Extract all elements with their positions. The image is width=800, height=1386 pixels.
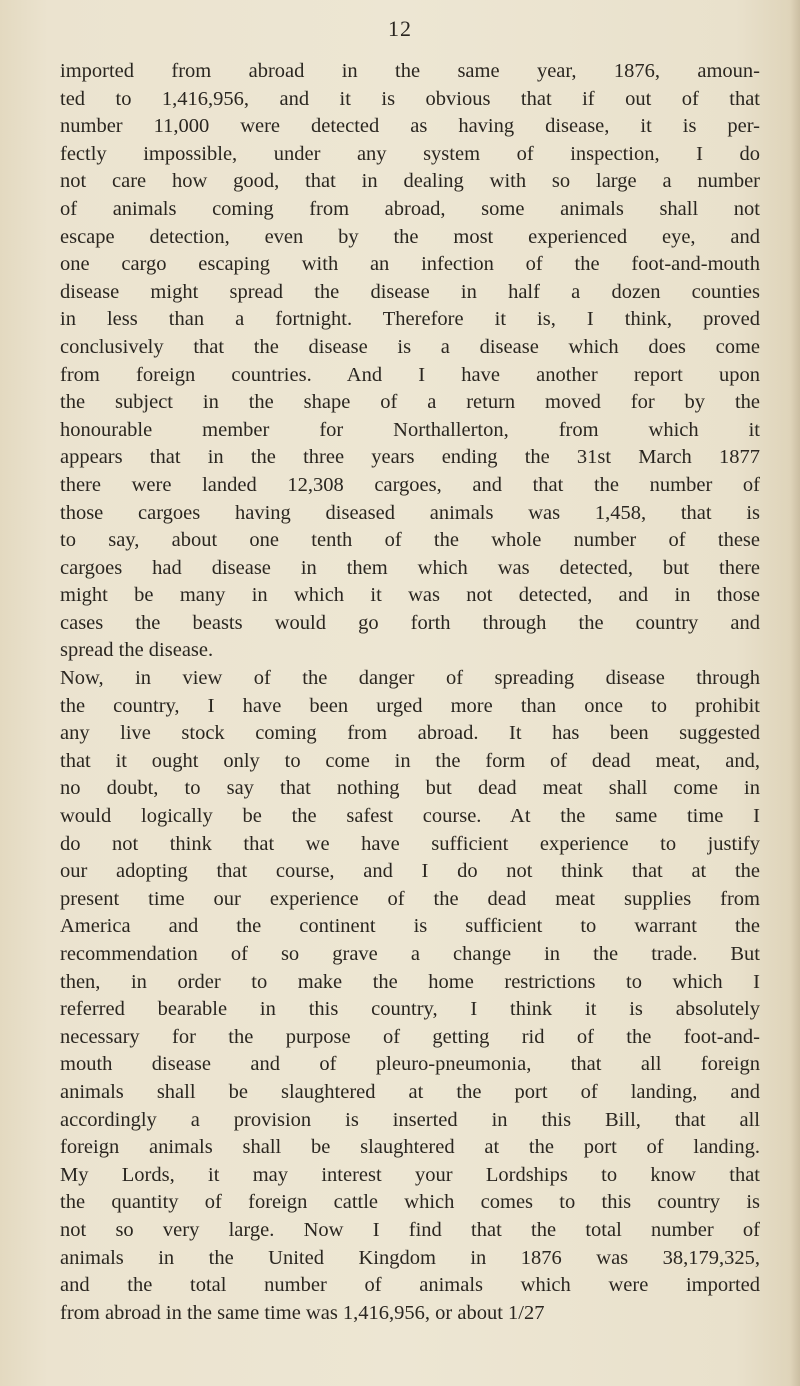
text-line: the country, I have been urged more than once to prohibit [60,694,760,717]
text-line: appears that in the three years ending the 31st March 1877 [60,446,760,469]
text-line: the subject in the shape of a return moved for by the [60,391,760,414]
text-line: spread the disease. [60,639,214,662]
text-line: in less than a fortnight. Therefore it is, I think, proved [60,308,760,331]
text-line: foreign animals shall be slaughtered at the port of landing. [60,1136,760,1159]
text-line: those cargoes having diseased animals was 1,458, that is [60,501,760,524]
text-line: then, in order to make the home restrictions to which I [60,970,760,993]
text-line: ted to 1,416,956, and it is obvious that if out of that [60,87,760,110]
text-line: no doubt, to say that nothing but dead meat shall come in [60,777,760,800]
text-line: not care how good, that in dealing with so large a number [60,170,760,193]
page-number: 12 [388,16,412,41]
text-line: escape detection, even by the most experienced eye, and [60,225,760,248]
text-line: do not think that we have sufficient experience to justify [60,832,760,855]
text-line: conclusively that the disease is a disease which does come [60,335,760,358]
text-line: not so very large. Now I find that the total number of [60,1218,760,1241]
text-line: cargoes had disease in them which was detected, but there [60,556,760,579]
text-line: the quantity of foreign cattle which comes to this country is [60,1191,760,1214]
text-line: necessary for the purpose of getting rid of the foot-and- [60,1025,760,1048]
text-line: and the total number of animals which were imported [60,1274,760,1297]
text-line: from abroad in the same time was 1,416,956, or about 1/27 [60,1301,545,1324]
text-line: animals shall be slaughtered at the port of landing, and [60,1080,760,1103]
text-line: that it ought only to come in the form of dead meat, and, [60,749,760,772]
text-line: imported from abroad in the same year, 1876, amoun- [60,60,760,82]
text-line: fectly impossible, under any system of inspection, I do [60,142,760,165]
text-line: animals in the United Kingdom in 1876 was 38,179,325, [60,1246,760,1269]
text-line: would logically be the safest course. At the same time I [60,805,760,828]
text-line: there were landed 12,308 cargoes, and that the number of [60,473,760,496]
text-line: mouth disease and of pleuro-pneumonia, that all foreign [60,1053,760,1076]
text-line: present time our experience of the dead meat supplies from [60,887,760,910]
text-line: number 11,000 were detected as having disease, it is per- [60,115,760,138]
text-line: referred bearable in this country, I think it is absolutely [60,998,760,1021]
text-line: any live stock coming from abroad. It has been suggested [60,722,760,745]
text-line: Now, in view of the danger of spreading disease through [60,667,760,690]
text-line: our adopting that course, and I do not think that at the [60,860,760,883]
page-edge-shadow [790,0,800,1386]
body-text [60,58,760,1327]
text-line: of animals coming from abroad, some animals shall not [60,197,760,220]
text-line: disease might spread the disease in half a dozen counties [60,280,760,303]
text-line: accordingly a provision is inserted in this Bill, that all [60,1108,760,1131]
text-line: from foreign countries. And I have another report upon [60,363,760,386]
text-line: cases the beasts would go forth through the country and [60,611,760,634]
text-line: to say, about one tenth of the whole number of these [60,529,760,552]
text-line: honourable member for Northallerton, from which it [60,418,760,441]
text-line: might be many in which it was not detected, and in those [60,584,760,607]
text-line: one cargo escaping with an infection of the foot-and-mouth [60,253,760,276]
text-line: recommendation of so grave a change in the trade. But [60,943,760,965]
text-line: My Lords, it may interest your Lordships to know that [60,1163,760,1186]
text-line: America and the continent is sufficient to warrant the [60,915,760,938]
